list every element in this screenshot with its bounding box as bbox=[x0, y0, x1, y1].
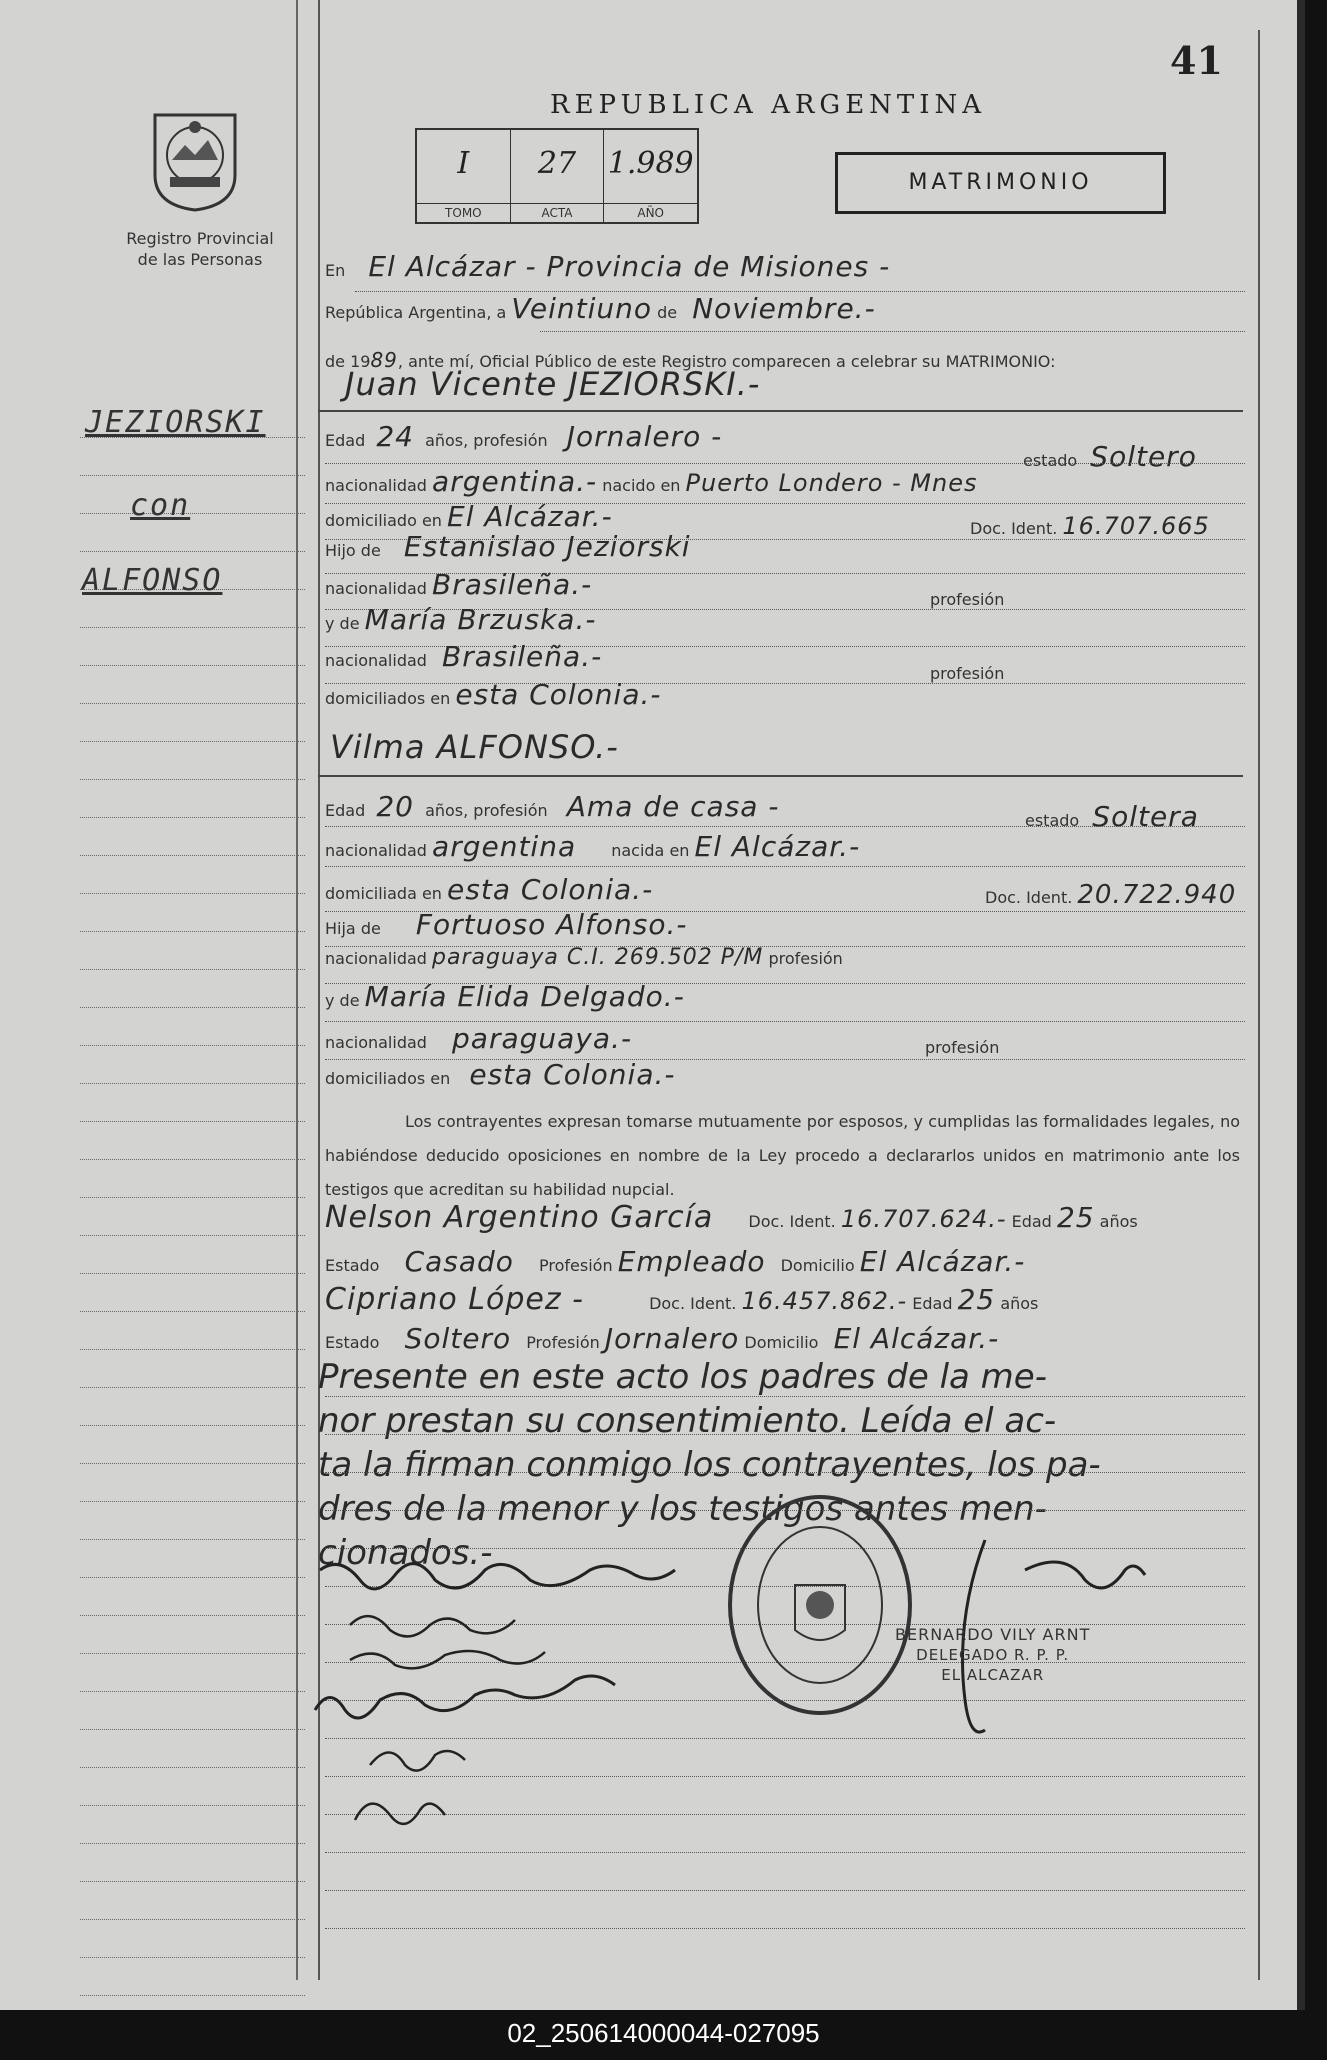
domiciliados-label: domiciliados en bbox=[325, 1069, 451, 1088]
nacionalidad-label: nacionalidad bbox=[325, 579, 427, 598]
province-seal-icon bbox=[140, 105, 250, 215]
year-prefix: de 19 bbox=[325, 352, 371, 371]
groom-mother-nac: Brasileña.- bbox=[442, 640, 603, 673]
bride-name-line bbox=[325, 728, 619, 766]
margin-rule-line bbox=[80, 894, 305, 932]
ante-text: , ante mí, Oficial Público de este Registro comparecen a celebrar su MATRIMONIO: bbox=[397, 352, 1056, 371]
right-rule bbox=[1258, 30, 1260, 1980]
record-number-box bbox=[415, 128, 699, 224]
groom-mother-nac-line bbox=[325, 640, 602, 673]
edad-label: Edad bbox=[325, 431, 366, 450]
groom-father-nac: Brasileña.- bbox=[432, 568, 593, 601]
groom-doc bbox=[970, 512, 1210, 540]
margin-rule-line bbox=[80, 1882, 305, 1920]
edad-label: Edad bbox=[1011, 1212, 1052, 1231]
witness1-profesion: Empleado bbox=[617, 1245, 766, 1278]
margin-rule-line bbox=[80, 856, 305, 894]
tomo-value: I bbox=[457, 146, 470, 181]
groom-domicilio: El Alcázar.- bbox=[447, 500, 613, 533]
body-rule-line bbox=[325, 1851, 1245, 1853]
margin-rule-line bbox=[80, 1084, 305, 1122]
groom-father-line bbox=[325, 530, 691, 563]
margin-note-lines bbox=[80, 400, 305, 1996]
de-label: de bbox=[657, 303, 678, 322]
margin-name-bride: ALFONSO bbox=[82, 563, 223, 598]
margin-rule-line bbox=[80, 1616, 305, 1654]
witness2-age: 25 bbox=[957, 1283, 996, 1316]
intro-place-line bbox=[325, 250, 890, 283]
rule bbox=[540, 330, 1245, 332]
witness2-doc: 16.457.862.- bbox=[741, 1287, 908, 1315]
margin-rule-line bbox=[80, 1122, 305, 1160]
day-value: Veintiuno bbox=[511, 292, 653, 325]
margin-rule-line bbox=[80, 1806, 305, 1844]
margin-rule-line bbox=[80, 1236, 305, 1274]
margin-rule-line bbox=[80, 514, 305, 552]
witness2-detail-line bbox=[325, 1322, 999, 1355]
y-de-label: y de bbox=[325, 991, 360, 1010]
margin-rule-line bbox=[80, 742, 305, 780]
body-rule-line bbox=[325, 1395, 1245, 1397]
bride-father: Fortuoso Alfonso.- bbox=[415, 908, 688, 941]
bride-name: Vilma ALFONSO.- bbox=[330, 728, 619, 766]
observation-line: ta la firman conmigo los contrayentes, los pa- bbox=[318, 1445, 1101, 1485]
witness2-line bbox=[325, 1282, 1038, 1317]
margin-rule-line bbox=[80, 666, 305, 704]
margin-rule-line bbox=[80, 1502, 305, 1540]
republica-label: República Argentina, a bbox=[325, 303, 507, 322]
bride-estado bbox=[1025, 800, 1199, 833]
record-type-box: MATRIMONIO bbox=[835, 152, 1166, 214]
nacionalidad-label: nacionalidad bbox=[325, 476, 427, 495]
anos-profesion-label: años, profesión bbox=[425, 801, 548, 820]
witness1-domicilio: El Alcázar.- bbox=[859, 1245, 1026, 1278]
registry-line-1: Registro Provincial bbox=[126, 229, 274, 248]
domiciliado-label: domiciliado en bbox=[325, 511, 442, 530]
bride-father-nac-line bbox=[325, 945, 843, 970]
body-rule-line bbox=[325, 1433, 1245, 1435]
domiciliada-label: domiciliada en bbox=[325, 884, 442, 903]
bride-parents-dom: esta Colonia.- bbox=[469, 1058, 676, 1091]
groom-nacionalidad-line bbox=[325, 465, 977, 498]
domicilio-label: Domicilio bbox=[744, 1333, 819, 1352]
groom-father-nac-line bbox=[325, 568, 592, 601]
margin-rule-line bbox=[80, 1464, 305, 1502]
doc-label: Doc. Ident. bbox=[970, 519, 1058, 538]
groom-mother: María Brzuska.- bbox=[364, 603, 597, 636]
margin-rule-line bbox=[80, 1312, 305, 1350]
page-edge bbox=[1305, 0, 1327, 2010]
witness1-age: 25 bbox=[1056, 1201, 1095, 1234]
bride-domicilio-line bbox=[325, 873, 653, 906]
observation-line: cionados.- bbox=[318, 1533, 493, 1573]
witness1-line bbox=[325, 1200, 1138, 1235]
nacionalidad-label: nacionalidad bbox=[325, 1033, 427, 1052]
rule bbox=[318, 410, 1243, 412]
bride-estado-value: Soltera bbox=[1092, 800, 1199, 833]
nacida-label: nacida en bbox=[611, 841, 690, 860]
image-caption: 02_250614000044-027095 bbox=[507, 2018, 820, 2048]
margin-rule-line bbox=[80, 1730, 305, 1768]
hijo-label: Hijo de bbox=[325, 541, 381, 560]
margin-rule-line bbox=[80, 1844, 305, 1882]
margin-rule-line bbox=[80, 970, 305, 1008]
domicilio-label: Domicilio bbox=[780, 1256, 855, 1275]
groom-profesion: Jornalero - bbox=[566, 420, 723, 453]
witness1-estado: Casado bbox=[404, 1245, 514, 1278]
groom-parents-dom-line bbox=[325, 678, 662, 711]
registry-line-2: de las Personas bbox=[137, 250, 263, 269]
estado-label: Estado bbox=[325, 1256, 380, 1275]
margin-rule-line bbox=[80, 818, 305, 856]
edad-label: Edad bbox=[325, 801, 366, 820]
year-suffix: 89 bbox=[370, 348, 398, 372]
margin-rule-line bbox=[80, 1692, 305, 1730]
place-value: El Alcázar - Provincia de Misiones - bbox=[368, 250, 891, 283]
bride-nacionalidad: argentina bbox=[432, 830, 577, 863]
rule bbox=[325, 825, 1245, 827]
bride-nacionalidad-line bbox=[325, 830, 860, 863]
declaration-text: Los contrayentes expresan tomarse mutuamente por esposos, y cumplidas las formalidades legales, no habiéndose deducido oposiciones en nombre de la Ley procedo a declararlos unidos en matrimonio ante los testigos que acreditan su habilidad nupcial. bbox=[325, 1112, 1240, 1199]
witness1-name: Nelson Argentino García bbox=[325, 1200, 714, 1235]
groom-doc-value: 16.707.665 bbox=[1062, 512, 1210, 540]
witness1-detail-line bbox=[325, 1245, 1025, 1278]
estado-label: estado bbox=[1023, 451, 1078, 470]
profesion-label: profesión bbox=[930, 664, 1005, 683]
body-rule-line bbox=[325, 1471, 1245, 1473]
groom-birthplace: Puerto Londero - Mnes bbox=[685, 469, 978, 497]
anos-profesion-label: años, profesión bbox=[425, 431, 548, 450]
body-rule-line bbox=[325, 1927, 1245, 1929]
doc-label: Doc. Ident. bbox=[748, 1212, 836, 1231]
nacionalidad-label: nacionalidad bbox=[325, 651, 427, 670]
bride-father-nac: paraguaya C.I. 269.502 P/M bbox=[432, 945, 764, 970]
margin-name-con: con bbox=[130, 488, 191, 523]
margin-rule-line bbox=[80, 1160, 305, 1198]
acta-cell bbox=[511, 130, 605, 222]
estado-label: estado bbox=[1025, 811, 1080, 830]
anio-value: 1.989 bbox=[607, 146, 694, 181]
witness2-name: Cipriano López - bbox=[325, 1282, 584, 1317]
observation-line: Presente en este acto los padres de la me- bbox=[318, 1357, 1047, 1397]
doc-label: Doc. Ident. bbox=[985, 888, 1073, 907]
profesion-label: profesión bbox=[768, 949, 843, 968]
witness1-doc: 16.707.624.- bbox=[840, 1205, 1007, 1233]
witness2-estado: Soltero bbox=[404, 1322, 512, 1355]
margin-rule-line bbox=[80, 704, 305, 742]
margin-rule-line bbox=[80, 476, 305, 514]
margin-rule-line bbox=[80, 1426, 305, 1464]
rule bbox=[325, 865, 1245, 867]
doc-label: Doc. Ident. bbox=[649, 1294, 737, 1313]
folio-number: 41 bbox=[1170, 38, 1223, 83]
delegate-title: DELEGADO R. P. P. bbox=[916, 1646, 1070, 1664]
profesion-label: Profesión bbox=[539, 1256, 613, 1275]
groom-age: 24 bbox=[376, 420, 414, 453]
margin-rule-line bbox=[80, 1008, 305, 1046]
margin-rule-line bbox=[80, 1350, 305, 1388]
groom-nacionalidad: argentina.- bbox=[432, 465, 598, 498]
bride-mother: María Elida Delgado.- bbox=[364, 980, 685, 1013]
signatures-icon bbox=[310, 1550, 770, 1850]
rule bbox=[318, 775, 1243, 777]
bride-mother-nac: paraguaya.- bbox=[452, 1022, 633, 1055]
margin-rule-line bbox=[80, 1654, 305, 1692]
bride-birthplace: El Alcázar.- bbox=[694, 830, 861, 863]
nacionalidad-label: nacionalidad bbox=[325, 949, 427, 968]
observation-line: nor prestan su consentimiento. Leída el ac- bbox=[318, 1401, 1057, 1441]
bride-father-line bbox=[325, 908, 688, 941]
groom-estado bbox=[1023, 440, 1197, 473]
margin-rule-line bbox=[80, 1198, 305, 1236]
nacionalidad-label: nacionalidad bbox=[325, 841, 427, 860]
anio-label: AÑO bbox=[604, 203, 697, 222]
witness2-profesion: Jornalero bbox=[604, 1322, 740, 1355]
tomo-cell bbox=[417, 130, 511, 222]
bride-age: 20 bbox=[376, 790, 414, 823]
country-header: REPUBLICA ARGENTINA bbox=[550, 90, 987, 120]
bride-mother-line bbox=[325, 980, 685, 1013]
domiciliados-label: domiciliados en bbox=[325, 689, 451, 708]
delegate-stamp bbox=[895, 1625, 1090, 1685]
groom-father: Estanislao Jeziorski bbox=[403, 530, 691, 563]
month-value: Noviembre.- bbox=[692, 292, 876, 325]
bride-age-line bbox=[325, 790, 779, 823]
bride-domicilio: esta Colonia.- bbox=[447, 873, 654, 906]
margin-rule-line bbox=[80, 1540, 305, 1578]
margin-rule-line bbox=[80, 1046, 305, 1084]
en-label: En bbox=[325, 261, 346, 280]
margin-rule-line bbox=[80, 1388, 305, 1426]
rule bbox=[325, 462, 1245, 464]
anos-label: años bbox=[1099, 1212, 1138, 1231]
delegate-place: EL ALCAZAR bbox=[941, 1666, 1045, 1684]
estado-label: Estado bbox=[325, 1333, 380, 1352]
margin-rule-line bbox=[80, 1768, 305, 1806]
anio-cell bbox=[604, 130, 697, 222]
margin-rule-line bbox=[80, 1958, 305, 1996]
tomo-label: TOMO bbox=[417, 203, 510, 222]
margin-rule-line bbox=[80, 1920, 305, 1958]
nacido-label: nacido en bbox=[602, 476, 681, 495]
hija-label: Hija de bbox=[325, 919, 381, 938]
profesion-label: Profesión bbox=[526, 1333, 600, 1352]
bride-doc-value: 20.722.940 bbox=[1077, 880, 1237, 910]
anos-label: años bbox=[1000, 1294, 1039, 1313]
registry-name bbox=[100, 228, 300, 270]
intro-date-line bbox=[325, 292, 876, 325]
acta-value: 27 bbox=[537, 146, 577, 181]
groom-age-line bbox=[325, 420, 722, 453]
groom-name: Juan Vicente JEZIORSKI.- bbox=[345, 365, 761, 403]
y-de-label: y de bbox=[325, 614, 360, 633]
witness2-domicilio: El Alcázar.- bbox=[833, 1322, 1000, 1355]
bride-mother-nac-line bbox=[325, 1022, 632, 1055]
groom-mother-line bbox=[325, 603, 596, 636]
margin-name-groom: JEZIORSKI bbox=[85, 405, 266, 440]
margin-rule-line bbox=[80, 1274, 305, 1312]
margin-rule-line bbox=[80, 932, 305, 970]
groom-parents-dom: esta Colonia.- bbox=[455, 678, 662, 711]
profesion-label: profesión bbox=[925, 1038, 1000, 1057]
registry-stamp-icon bbox=[720, 1490, 920, 1720]
bride-profesion: Ama de casa - bbox=[566, 790, 780, 823]
margin-rule-line bbox=[80, 1578, 305, 1616]
margin-rule-line bbox=[80, 628, 305, 666]
acta-label: ACTA bbox=[511, 203, 604, 222]
bride-doc bbox=[985, 880, 1236, 910]
bride-parents-dom-line bbox=[325, 1058, 676, 1091]
groom-name-line bbox=[325, 365, 760, 403]
body-rule-line bbox=[325, 1889, 1245, 1891]
edad-label: Edad bbox=[912, 1294, 953, 1313]
margin-rule-line bbox=[80, 438, 305, 476]
profesion-label: profesión bbox=[930, 590, 1005, 609]
groom-estado-value: Soltero bbox=[1090, 440, 1197, 473]
observation-line: dres de la menor y los testigos antes men- bbox=[318, 1489, 1047, 1529]
groom-domicilio-line bbox=[325, 500, 613, 533]
delegate-name: BERNARDO VILY ARNT bbox=[895, 1625, 1091, 1644]
margin-rule-line bbox=[80, 780, 305, 818]
